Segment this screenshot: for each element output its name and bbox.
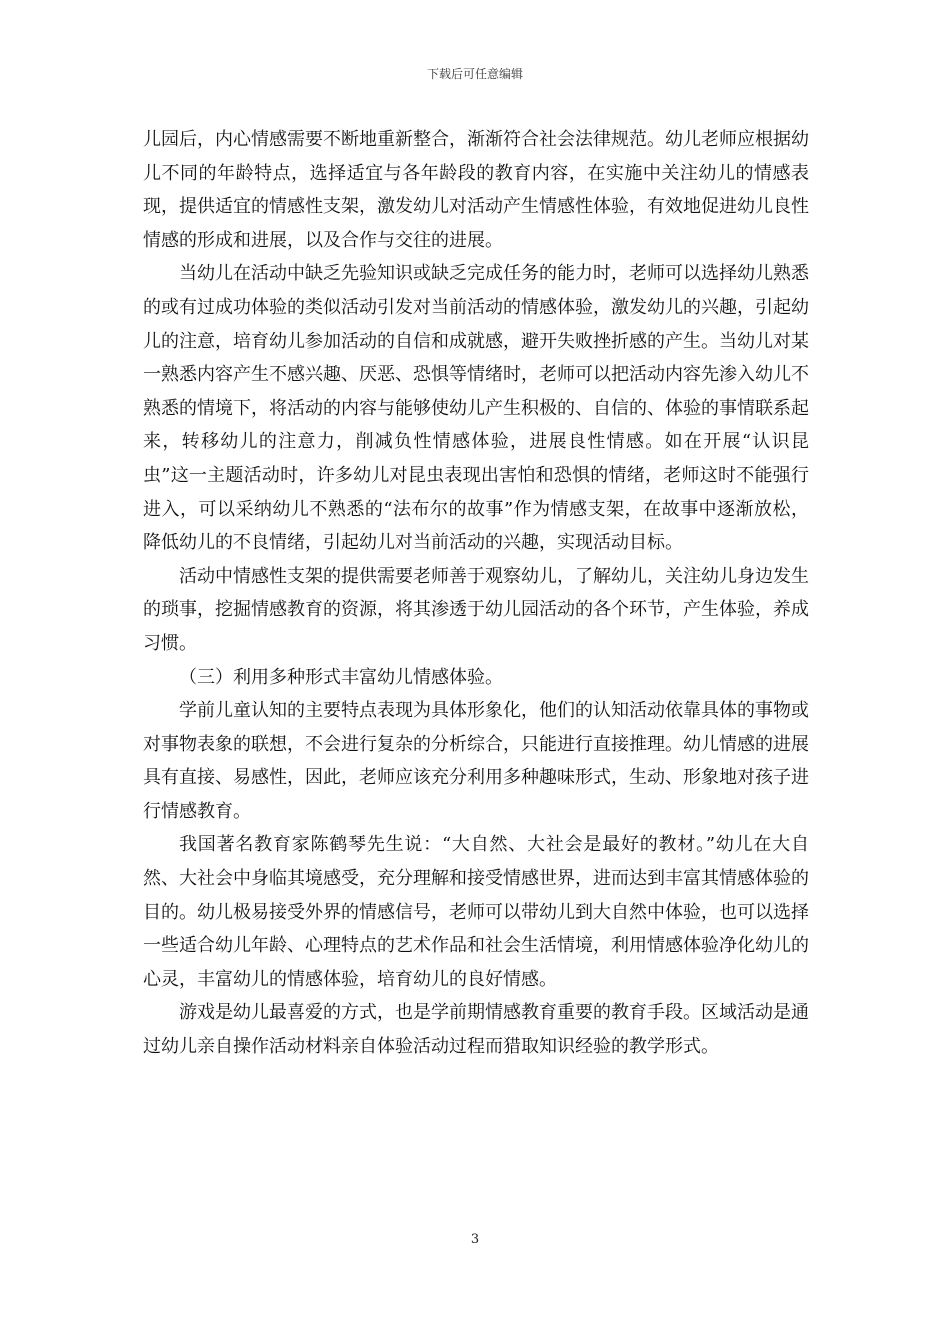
page-header: 下载后可任意编辑	[426, 67, 523, 81]
paragraph-3: 活动中情感性支架的提供需要老师善于观察幼儿，了解幼儿，关注幼儿身边发生的琐事，挖掘情感教育的资源，将其渗透于幼儿园活动的各个环节，产生体验，养成习惯。	[143, 565, 809, 654]
section-heading: （三）利用多种形式丰富幼儿情感体验。	[179, 666, 503, 688]
paragraph-2: 当幼儿在活动中缺乏先验知识或缺乏完成任务的能力时，老师可以选择幼儿熟悉的或有过成功体验的类似活动引发对当前活动的情感体验，激发幼儿的兴趣，引起幼儿的注意，培育幼儿参加活动的自信和成就感，避开失败挫折感的产生。当幼儿对某一熟悉内容产生不感兴趣、厌恶、恐惧等情绪时，老师可以把活动内容先渗入幼儿不熟悉的情境下，将活动的内容与能够使幼儿产生积极的、自信的、体验的事情联系起来，转移幼儿的注意力，削减负性情感体验，进展良性情感。如在开展“认识昆虫”这一主题活动时，许多幼儿对昆虫表现出害怕和恐惧的情绪，老师这时不能强行进入，可以采纳幼儿不熟悉的“法布尔的故事”作为情感支架，在故事中逐渐放松，降低幼儿的不良情绪，引起幼儿对当前活动的兴趣，实现活动目标。	[143, 263, 809, 554]
paragraph-4: 学前儿童认知的主要特点表现为具体形象化，他们的认知活动依靠具体的事物或对事物表象的联想，不会进行复杂的分析综合，只能进行直接推理。幼儿情感的进展具有直接、易感性，因此，老师应该充分利用多种趣味形式，生动、形象地对孩子进行情感教育。	[143, 700, 809, 822]
paragraph-6: 游戏是幼儿最喜爱的方式，也是学前期情感教育重要的教育手段。区域活动是通过幼儿亲自操作活动材料亲自体验活动过程而猎取知识经验的教学形式。	[143, 1002, 809, 1058]
paragraph-5: 我国著名教育家陈鹤琴先生说：“大自然、大社会是最好的教材。”幼儿在大自然、大社会中身临其境感受，充分理解和接受情感世界，进而达到丰富其情感体验的目的。幼儿极易接受外界的情感信号，老师可以带幼儿到大自然中体验，也可以选择一些适合幼儿年龄、心理特点的艺术作品和社会生活情境，利用情感体验净化幼儿的心灵，丰富幼儿的情感体验，培育幼儿的良好情感。	[143, 834, 809, 990]
page-number: 3	[470, 1232, 480, 1247]
paragraph-1: 儿园后，内心情感需要不断地重新整合，渐渐符合社会法律规范。幼儿老师应根据幼儿不同的年龄特点，选择适宜与各年龄段的教育内容，在实施中关注幼儿的情感表现，提供适宜的情感性支架，激发幼儿对活动产生情感性体验，有效地促进幼儿良性情感的形成和进展，以及合作与交往的进展。	[143, 129, 809, 251]
document-body	[143, 123, 809, 1064]
